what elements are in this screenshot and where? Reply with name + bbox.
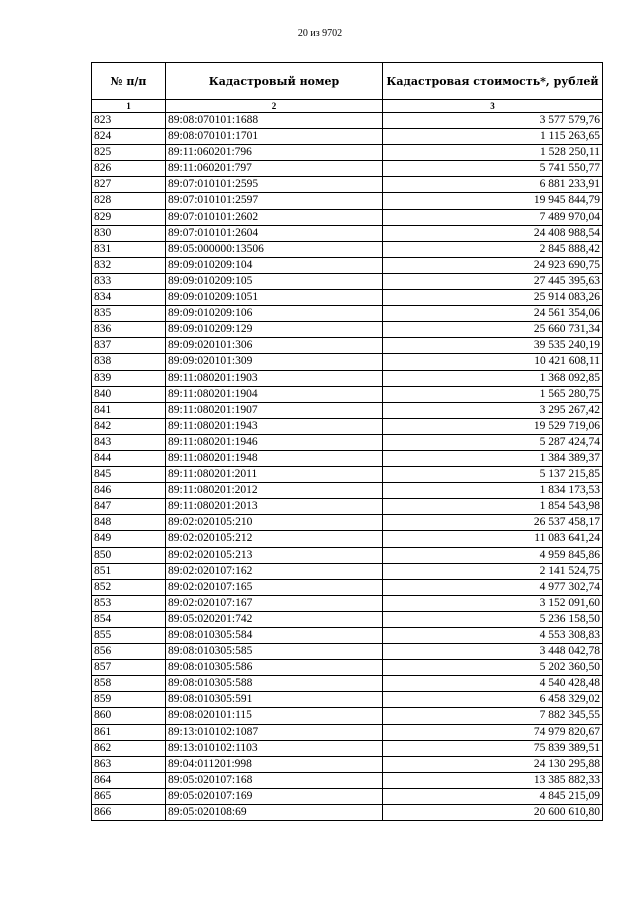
cadastral-value-cell: 7 882 345,55	[383, 708, 603, 724]
row-index-cell: 836	[92, 322, 166, 338]
table-row	[92, 273, 603, 289]
table-row	[92, 788, 603, 804]
row-index-cell: 824	[92, 129, 166, 145]
row-index-cell: 861	[92, 724, 166, 740]
cadastral-value-cell: 13 385 882,33	[383, 772, 603, 788]
table-row	[92, 290, 603, 306]
cadastral-number-cell: 89:08:020101:115	[166, 708, 383, 724]
table-row	[92, 531, 603, 547]
table-row	[92, 306, 603, 322]
row-index-cell: 827	[92, 177, 166, 193]
row-index-cell: 860	[92, 708, 166, 724]
cadastral-value-cell: 4 845 215,09	[383, 788, 603, 804]
cadastral-value-cell: 1 384 389,37	[383, 450, 603, 466]
table-row	[92, 499, 603, 515]
row-index-cell: 823	[92, 113, 166, 129]
table-row	[92, 515, 603, 531]
row-index-cell: 838	[92, 354, 166, 370]
row-index-cell: 859	[92, 692, 166, 708]
table-row	[92, 805, 603, 821]
column-number-row	[92, 100, 603, 113]
table-row	[92, 177, 603, 193]
table-row	[92, 724, 603, 740]
row-index-cell: 850	[92, 547, 166, 563]
table-row	[92, 740, 603, 756]
table-row	[92, 241, 603, 257]
cadastral-number-cell: 89:11:080201:2012	[166, 483, 383, 499]
cadastral-value-cell: 5 741 550,77	[383, 161, 603, 177]
cadastral-value-cell: 25 914 083,26	[383, 290, 603, 306]
cadastral-number-cell: 89:09:010209:129	[166, 322, 383, 338]
cadastral-value-cell: 3 295 267,42	[383, 402, 603, 418]
cadastral-number-cell: 89:02:020107:167	[166, 595, 383, 611]
header-row	[92, 63, 603, 100]
cadastral-value-cell: 5 202 360,50	[383, 660, 603, 676]
row-index-cell: 832	[92, 257, 166, 273]
cadastral-value-cell: 3 448 042,78	[383, 644, 603, 660]
cadastral-value-cell: 11 083 641,24	[383, 531, 603, 547]
row-index-cell: 825	[92, 145, 166, 161]
cadastral-value-cell: 6 458 329,02	[383, 692, 603, 708]
table-row	[92, 209, 603, 225]
row-index-cell: 848	[92, 515, 166, 531]
cadastral-number-cell: 89:08:070101:1701	[166, 129, 383, 145]
row-index-cell: 834	[92, 290, 166, 306]
table-row	[92, 145, 603, 161]
cadastral-value-cell: 5 137 215,85	[383, 467, 603, 483]
cadastral-number-cell: 89:07:010101:2597	[166, 193, 383, 209]
table-row	[92, 338, 603, 354]
table-row	[92, 322, 603, 338]
column-number: 2	[166, 100, 383, 113]
cadastral-number-cell: 89:11:080201:1903	[166, 370, 383, 386]
cadastral-number-cell: 89:02:020105:210	[166, 515, 383, 531]
cadastral-value-cell: 4 540 428,48	[383, 676, 603, 692]
cadastral-number-cell: 89:09:010209:105	[166, 273, 383, 289]
row-index-cell: 846	[92, 483, 166, 499]
cadastral-value-cell: 1 115 263,65	[383, 129, 603, 145]
row-index-cell: 865	[92, 788, 166, 804]
cadastral-number-cell: 89:07:010101:2602	[166, 209, 383, 225]
cadastral-number-cell: 89:02:020105:212	[166, 531, 383, 547]
table-row	[92, 547, 603, 563]
cadastral-value-cell: 1 834 173,53	[383, 483, 603, 499]
cadastral-value-cell: 2 141 524,75	[383, 563, 603, 579]
cadastral-value-cell: 10 421 608,11	[383, 354, 603, 370]
table-row	[92, 756, 603, 772]
header-cadastral-number: Кадастровый номер	[166, 63, 383, 100]
cadastral-number-cell: 89:02:020107:165	[166, 579, 383, 595]
cadastral-number-cell: 89:09:010209:1051	[166, 290, 383, 306]
cadastral-number-cell: 89:13:010102:1103	[166, 740, 383, 756]
cadastral-value-cell: 5 236 158,50	[383, 611, 603, 627]
table-row	[92, 563, 603, 579]
header-index: № п/п	[92, 63, 166, 100]
table-row	[92, 692, 603, 708]
row-index-cell: 833	[92, 273, 166, 289]
row-index-cell: 862	[92, 740, 166, 756]
table-row	[92, 644, 603, 660]
cadastral-value-cell: 3 152 091,60	[383, 595, 603, 611]
row-index-cell: 858	[92, 676, 166, 692]
table-row	[92, 611, 603, 627]
cadastral-number-cell: 89:08:010305:584	[166, 628, 383, 644]
cadastral-value-cell: 4 977 302,74	[383, 579, 603, 595]
row-index-cell: 847	[92, 499, 166, 515]
row-index-cell: 856	[92, 644, 166, 660]
cadastral-number-cell: 89:05:020107:169	[166, 788, 383, 804]
cadastral-number-cell: 89:09:010209:104	[166, 257, 383, 273]
cadastral-value-cell: 75 839 389,51	[383, 740, 603, 756]
cadastral-number-cell: 89:11:060201:796	[166, 145, 383, 161]
cadastral-table	[91, 62, 603, 821]
table-row	[92, 402, 603, 418]
cadastral-number-cell: 89:02:020107:162	[166, 563, 383, 579]
table-row	[92, 708, 603, 724]
cadastral-number-cell: 89:08:010305:588	[166, 676, 383, 692]
table-row	[92, 161, 603, 177]
cadastral-value-cell: 39 535 240,19	[383, 338, 603, 354]
column-number: 3	[383, 100, 603, 113]
cadastral-value-cell: 1 854 543,98	[383, 499, 603, 515]
row-index-cell: 829	[92, 209, 166, 225]
cadastral-value-cell: 74 979 820,67	[383, 724, 603, 740]
cadastral-number-cell: 89:09:020101:309	[166, 354, 383, 370]
cadastral-number-cell: 89:11:080201:1904	[166, 386, 383, 402]
table-row	[92, 418, 603, 434]
table-row	[92, 386, 603, 402]
row-index-cell: 852	[92, 579, 166, 595]
table-row	[92, 113, 603, 129]
table-row	[92, 225, 603, 241]
row-index-cell: 831	[92, 241, 166, 257]
cadastral-value-cell: 2 845 888,42	[383, 241, 603, 257]
row-index-cell: 830	[92, 225, 166, 241]
cadastral-value-cell: 1 565 280,75	[383, 386, 603, 402]
cadastral-value-cell: 24 561 354,06	[383, 306, 603, 322]
cadastral-number-cell: 89:11:080201:1946	[166, 434, 383, 450]
table-row	[92, 129, 603, 145]
row-index-cell: 851	[92, 563, 166, 579]
cadastral-value-cell: 3 577 579,76	[383, 113, 603, 129]
table-row	[92, 579, 603, 595]
cadastral-value-cell: 1 368 092,85	[383, 370, 603, 386]
table-row	[92, 660, 603, 676]
table-row	[92, 450, 603, 466]
row-index-cell: 853	[92, 595, 166, 611]
cadastral-value-cell: 26 537 458,17	[383, 515, 603, 531]
cadastral-number-cell: 89:07:010101:2595	[166, 177, 383, 193]
cadastral-value-cell: 25 660 731,34	[383, 322, 603, 338]
cadastral-number-cell: 89:09:020101:306	[166, 338, 383, 354]
cadastral-value-cell: 7 489 970,04	[383, 209, 603, 225]
row-index-cell: 837	[92, 338, 166, 354]
cadastral-number-cell: 89:11:080201:1948	[166, 450, 383, 466]
cadastral-number-cell: 89:11:080201:1943	[166, 418, 383, 434]
cadastral-number-cell: 89:02:020105:213	[166, 547, 383, 563]
table-row	[92, 193, 603, 209]
cadastral-number-cell: 89:11:080201:2011	[166, 467, 383, 483]
row-index-cell: 839	[92, 370, 166, 386]
row-index-cell: 864	[92, 772, 166, 788]
table-row	[92, 467, 603, 483]
cadastral-number-cell: 89:07:010101:2604	[166, 225, 383, 241]
cadastral-number-cell: 89:04:011201:998	[166, 756, 383, 772]
table-row	[92, 595, 603, 611]
row-index-cell: 845	[92, 467, 166, 483]
cadastral-number-cell: 89:09:010209:106	[166, 306, 383, 322]
cadastral-value-cell: 20 600 610,80	[383, 805, 603, 821]
cadastral-number-cell: 89:08:010305:586	[166, 660, 383, 676]
cadastral-number-cell: 89:05:000000:13506	[166, 241, 383, 257]
cadastral-number-cell: 89:11:080201:2013	[166, 499, 383, 515]
column-number: 1	[92, 100, 166, 113]
cadastral-number-cell: 89:13:010102:1087	[166, 724, 383, 740]
row-index-cell: 857	[92, 660, 166, 676]
table-row	[92, 628, 603, 644]
cadastral-value-cell: 24 923 690,75	[383, 257, 603, 273]
cadastral-number-cell: 89:08:010305:585	[166, 644, 383, 660]
table-row	[92, 257, 603, 273]
cadastral-value-cell: 19 529 719,06	[383, 418, 603, 434]
cadastral-value-cell: 19 945 844,79	[383, 193, 603, 209]
cadastral-value-cell: 4 553 308,83	[383, 628, 603, 644]
row-index-cell: 849	[92, 531, 166, 547]
header-cadastral-value: Кадастровая стоимость*, рублей	[383, 63, 603, 100]
table-row	[92, 676, 603, 692]
row-index-cell: 828	[92, 193, 166, 209]
row-index-cell: 843	[92, 434, 166, 450]
table-row	[92, 772, 603, 788]
row-index-cell: 841	[92, 402, 166, 418]
table-body	[92, 113, 603, 821]
row-index-cell: 844	[92, 450, 166, 466]
row-index-cell: 866	[92, 805, 166, 821]
table-row	[92, 434, 603, 450]
row-index-cell: 855	[92, 628, 166, 644]
cadastral-number-cell: 89:08:070101:1688	[166, 113, 383, 129]
cadastral-value-cell: 6 881 233,91	[383, 177, 603, 193]
cadastral-number-cell: 89:11:080201:1907	[166, 402, 383, 418]
cadastral-number-cell: 89:05:020201:742	[166, 611, 383, 627]
table-row	[92, 354, 603, 370]
cadastral-value-cell: 24 408 988,54	[383, 225, 603, 241]
row-index-cell: 826	[92, 161, 166, 177]
cadastral-number-cell: 89:05:020107:168	[166, 772, 383, 788]
row-index-cell: 854	[92, 611, 166, 627]
cadastral-number-cell: 89:11:060201:797	[166, 161, 383, 177]
cadastral-value-cell: 27 445 395,63	[383, 273, 603, 289]
cadastral-number-cell: 89:08:010305:591	[166, 692, 383, 708]
cadastral-value-cell: 24 130 295,88	[383, 756, 603, 772]
table-row	[92, 483, 603, 499]
row-index-cell: 835	[92, 306, 166, 322]
page-number: 20 из 9702	[297, 28, 343, 39]
table-row	[92, 370, 603, 386]
row-index-cell: 842	[92, 418, 166, 434]
row-index-cell: 863	[92, 756, 166, 772]
row-index-cell: 840	[92, 386, 166, 402]
cadastral-value-cell: 4 959 845,86	[383, 547, 603, 563]
cadastral-value-cell: 5 287 424,74	[383, 434, 603, 450]
cadastral-number-cell: 89:05:020108:69	[166, 805, 383, 821]
cadastral-value-cell: 1 528 250,11	[383, 145, 603, 161]
